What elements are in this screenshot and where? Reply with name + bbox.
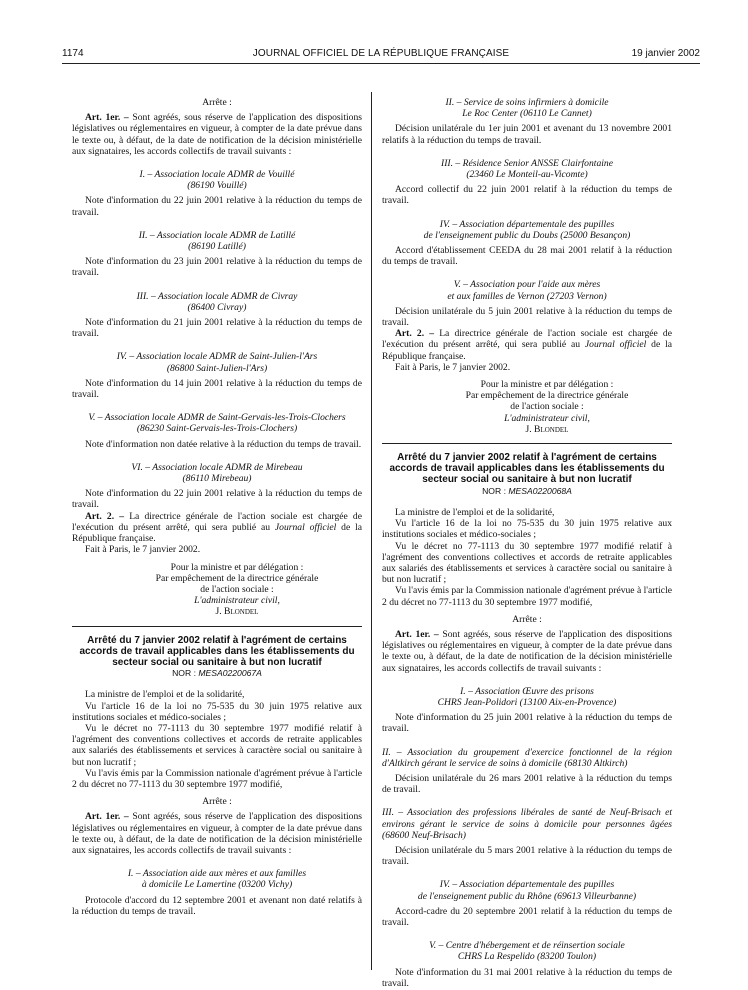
article-text: Sont agréés, sous réserve de l'application des dispositions législatives ou réglementaires en vigueur, à compter de la date prévue dans le texte ou, à défaut, de la date de notification de la décision ministérielle aux signataires, les accords collectifs de travail suivants :	[72, 811, 362, 856]
item-heading: V. – Centre d'hébergement et de réinsertion sociale	[429, 940, 625, 952]
nor-reference	[72, 668, 362, 679]
preamble-line: Vu l'article 16 de la loi no 75-535 du 30 juin 1975 relative aux institutions sociales et médico-sociales ;	[382, 518, 672, 541]
item-subheading: CHRS La Respelido (83200 Toulon)	[457, 951, 597, 963]
preamble-line: Vu l'article 16 de la loi no 75-535 du 30 juin 1975 relative aux institutions sociales et médico-sociales ;	[72, 700, 362, 723]
item-heading: I. – Association Œuvre des prisons	[460, 685, 594, 697]
article-1	[72, 112, 362, 157]
item-text: Protocole d'accord du 12 septembre 2001 et avenant non daté relatifs à la réduction du temps de travail.	[72, 894, 362, 917]
article-text: La directrice générale de l'action sociale est chargée de l'exécution du présent arrêté, qui sera publié au	[72, 510, 362, 533]
agreement-item	[382, 747, 672, 796]
issue-date: 19 janvier 2002	[631, 48, 700, 59]
signature-place-date: Fait à Paris, le 7 janvier 2002.	[395, 361, 511, 373]
signature-block	[72, 562, 362, 618]
item-text: Note d'information non datée relative à la réduction du temps de travail.	[85, 438, 362, 450]
item-text: Note d'information du 22 juin 2001 relative à la réduction du temps de travail.	[72, 488, 362, 511]
signature-line: Pour la ministre et par délégation :	[480, 379, 614, 391]
nor-code: MESA0220068A	[508, 485, 572, 496]
signature-line: L'administrateur civil,	[194, 595, 280, 607]
page-header	[62, 48, 700, 64]
item-heading: V. – Association pour l'aide aux mères	[453, 279, 601, 291]
item-heading: I. – Association aide aux mères et aux familles	[127, 868, 307, 880]
item-text: Note d'information du 21 juin 2001 relative à la réduction du temps de travail.	[72, 317, 362, 340]
arrete-heading: Arrête :	[512, 613, 542, 625]
item-text: Note d'information du 14 juin 2001 relative à la réduction du temps de travail.	[72, 377, 362, 401]
item-heading: IV. – Association locale ADMR de Saint-Julien-l'Ars	[116, 351, 318, 363]
item-subheading: et aux familles de Vernon (27203 Vernon)	[447, 290, 607, 302]
item-heading: II. – Association locale ADMR de Latillé	[138, 229, 296, 241]
item-heading: IV. – Association départementale des pupilles	[439, 879, 615, 891]
arrete-heading: Arrête :	[202, 796, 232, 808]
item-text: Décision unilatérale du 5 juin 2001 relative à la réduction du temps de travail.	[382, 305, 672, 329]
item-subheading: à domicile Le Lamertine (03200 Vichy)	[141, 879, 293, 891]
item-heading: IV. – Association départementale des pupilles	[439, 218, 615, 230]
article-2	[382, 328, 672, 362]
agreement-item	[72, 291, 362, 340]
signature-line: Par empêchement de la directrice générale	[465, 390, 629, 402]
item-subheading: (86190 Latillé)	[188, 241, 246, 253]
item-heading: II. – Service de soins infirmiers à domicile	[445, 97, 609, 108]
item-heading: III. – Résidence Senior ANSSE Clairfontaine	[441, 157, 613, 169]
nor-label: NOR :	[482, 485, 509, 496]
decree-title: Arrêté du 7 janvier 2002 relatif à l'agrément de certains accords de travail applicables dans les établissements du secteur social ou sanitaire à but non lucratif	[79, 634, 355, 668]
item-subheading: (86400 Civray)	[187, 301, 247, 313]
page-number: 1174	[62, 48, 84, 59]
article-label: Art. 2. –	[395, 328, 435, 340]
right-column	[382, 97, 672, 989]
signature-line: de l'action sociale :	[510, 401, 584, 413]
preamble-line: La ministre de l'emploi et de la solidarité,	[395, 506, 555, 518]
agreement-item	[72, 169, 362, 218]
item-text: Accord d'établissement CEEDA du 28 mai 2001 relatif à la réduction du temps de travail.	[382, 245, 672, 268]
agreement-item	[72, 230, 362, 279]
preamble-line: Vu le décret no 77-1113 du 30 septembre 1977 modifié relatif à l'agrément des conventions collectives et accords de retraite applicables aux salariés des établissements et services à caractère social ou sanitaire à but non lucratif ;	[72, 722, 362, 768]
item-heading: VI. – Association locale ADMR de Mirebeau	[131, 461, 303, 473]
signature-line: L'administrateur civil,	[504, 412, 590, 424]
preamble-line: Vu l'avis émis par la Commission nationale d'agrément prévue à l'article 2 du décret no 77-1113 du 30 septembre 1977 modifié,	[72, 767, 362, 790]
signatory-name: J. Blondel	[215, 606, 259, 618]
agreement-item	[72, 412, 362, 450]
nor-reference	[382, 486, 672, 497]
agreement-item	[382, 97, 672, 146]
arrete-heading: Arrête :	[202, 97, 232, 108]
journal-reference: Journal officiel	[584, 339, 647, 351]
item-text: Décision unilatérale du 26 mars 2001 relative à la réduction du temps de travail.	[382, 772, 672, 796]
article-text: Sont agréés, sous réserve de l'application des dispositions législatives ou réglementaires en vigueur, à compter de la date prévue dans le texte ou, à défaut, de la date de notification de la décision ministérielle aux signataires, les accords collectifs de travail suivants :	[382, 628, 672, 674]
nor-label: NOR :	[172, 668, 199, 679]
item-text: Note d'information du 22 juin 2001 relative à la réduction du temps de travail.	[72, 195, 362, 218]
left-column	[72, 97, 362, 917]
signature-line: Par empêchement de la directrice générale	[155, 572, 319, 584]
agreement-item	[382, 279, 672, 328]
agreement-item	[382, 686, 672, 735]
signature-line: de l'action sociale :	[200, 583, 274, 595]
item-text: Note d'information du 23 juin 2001 relative à la réduction du temps de travail.	[72, 256, 362, 279]
item-text: Accord collectif du 22 juin 2001 relatif à la réduction du temps de travail.	[382, 184, 672, 207]
article-label: Art. 1er. –	[85, 811, 129, 823]
article-text: de la République française.	[72, 521, 362, 545]
item-subheading: de l'enseignement public du Rhône (69613 Villeurbanne)	[417, 890, 637, 902]
article-label: Art. 1er. –	[85, 112, 129, 124]
item-subheading: (86190 Vouillé)	[187, 180, 247, 192]
article-label: Art. 2. –	[85, 510, 125, 522]
agreement-item	[72, 868, 362, 917]
item-heading: III. – Association des professions libérales de santé de Neuf-Brisach et environs gérant le service de soins à domicile pour personnes âgées (68600 Neuf-Brisach)	[382, 807, 672, 841]
article-2	[72, 511, 362, 545]
item-heading: III. – Association locale ADMR de Civray	[136, 290, 298, 302]
item-text: Décision unilatérale du 5 mars 2001 relative à la réduction du temps de travail.	[382, 844, 672, 868]
item-text: Accord-cadre du 20 septembre 2001 relatif à la réduction du temps de travail.	[382, 905, 672, 928]
journal-title: JOURNAL OFFICIEL DE LA RÉPUBLIQUE FRANÇAISE	[252, 48, 510, 59]
signatory-name: J. Blondel	[525, 423, 569, 435]
item-heading: I. – Association locale ADMR de Vouillé	[139, 169, 295, 181]
item-subheading: (86110 Mirebeau)	[182, 473, 252, 485]
agreement-item	[382, 807, 672, 867]
nor-code: MESA0220067A	[198, 668, 262, 679]
agreement-item	[72, 462, 362, 511]
journal-reference: Journal officiel	[274, 521, 337, 533]
preamble-line: Vu l'avis émis par la Commission nationale d'agrément prévue à l'article 2 du décret no 77-1113 du 30 septembre 1977 modifié,	[382, 585, 672, 608]
item-text: Note d'information du 25 juin 2001 relative à la réduction du temps de travail.	[382, 712, 672, 735]
item-subheading: CHRS Jean-Polidori (13100 Aix-en-Provence)	[437, 696, 617, 708]
article-text: Sont agréés, sous réserve de l'application des dispositions législatives ou réglementaires en vigueur, à compter de la date prévue dans le texte ou, à défaut, de la date de notification de la décision ministérielle aux signataires, les accords collectifs de travail suivants :	[72, 112, 362, 157]
agreement-item	[382, 219, 672, 268]
item-heading: II. – Association du groupement d'exercice fonctionnel de la région d'Altkirch gérant le service de soins à domicile (68130 Altkirch)	[382, 746, 672, 769]
article-text: de la République française.	[382, 339, 672, 362]
item-heading: V. – Association locale ADMR de Saint-Gervais-les-Trois-Clochers	[88, 412, 346, 424]
preamble-line: La ministre de l'emploi et de la solidarité,	[85, 689, 245, 701]
decree-title: Arrêté du 7 janvier 2002 relatif à l'agrément de certains accords de travail applicables dans les établissements du secteur social ou sanitaire à but non lucratif	[389, 452, 665, 486]
item-subheading: Le Roc Center (06110 Le Cannet)	[462, 108, 592, 120]
signature-place-date: Fait à Paris, le 7 janvier 2002.	[85, 544, 201, 556]
item-subheading: (86230 Saint-Gervais-les-Trois-Clochers)	[136, 423, 298, 435]
item-subheading: de l'enseignement public du Doubs (25000 Besançon)	[423, 229, 631, 241]
agreement-item	[382, 879, 672, 928]
article-1	[72, 811, 362, 856]
item-text: Décision unilatérale du 1er juin 2001 et avenant du 13 novembre 2001 relatifs à la réduction du temps de travail.	[382, 123, 672, 146]
agreement-item	[382, 158, 672, 207]
agreement-item	[72, 351, 362, 400]
article-1	[382, 629, 672, 674]
signature-block	[382, 379, 672, 435]
item-text: Note d'information du 31 mai 2001 relative à la réduction du temps de travail.	[382, 966, 672, 989]
preamble-line: Vu le décret no 77-1113 du 30 septembre 1977 modifié relatif à l'agrément des conventions collectives et accords de retraite applicables aux salariés des établissements et services à caractère social ou sanitaire à but non lucratif ;	[382, 540, 672, 586]
signature-line: Pour la ministre et par délégation :	[170, 561, 304, 573]
item-subheading: (23460 Le Monteil-au-Vicomte)	[466, 169, 588, 181]
article-label: Art. 1er. –	[395, 628, 439, 640]
item-subheading: (86800 Saint-Julien-l'Ars)	[166, 362, 268, 374]
article-text: La directrice générale de l'action sociale est chargée de l'exécution du présent arrêté, qui sera publié au	[382, 328, 672, 351]
header-rule	[62, 63, 700, 64]
column-separator	[371, 92, 372, 970]
agreement-item	[382, 940, 672, 989]
